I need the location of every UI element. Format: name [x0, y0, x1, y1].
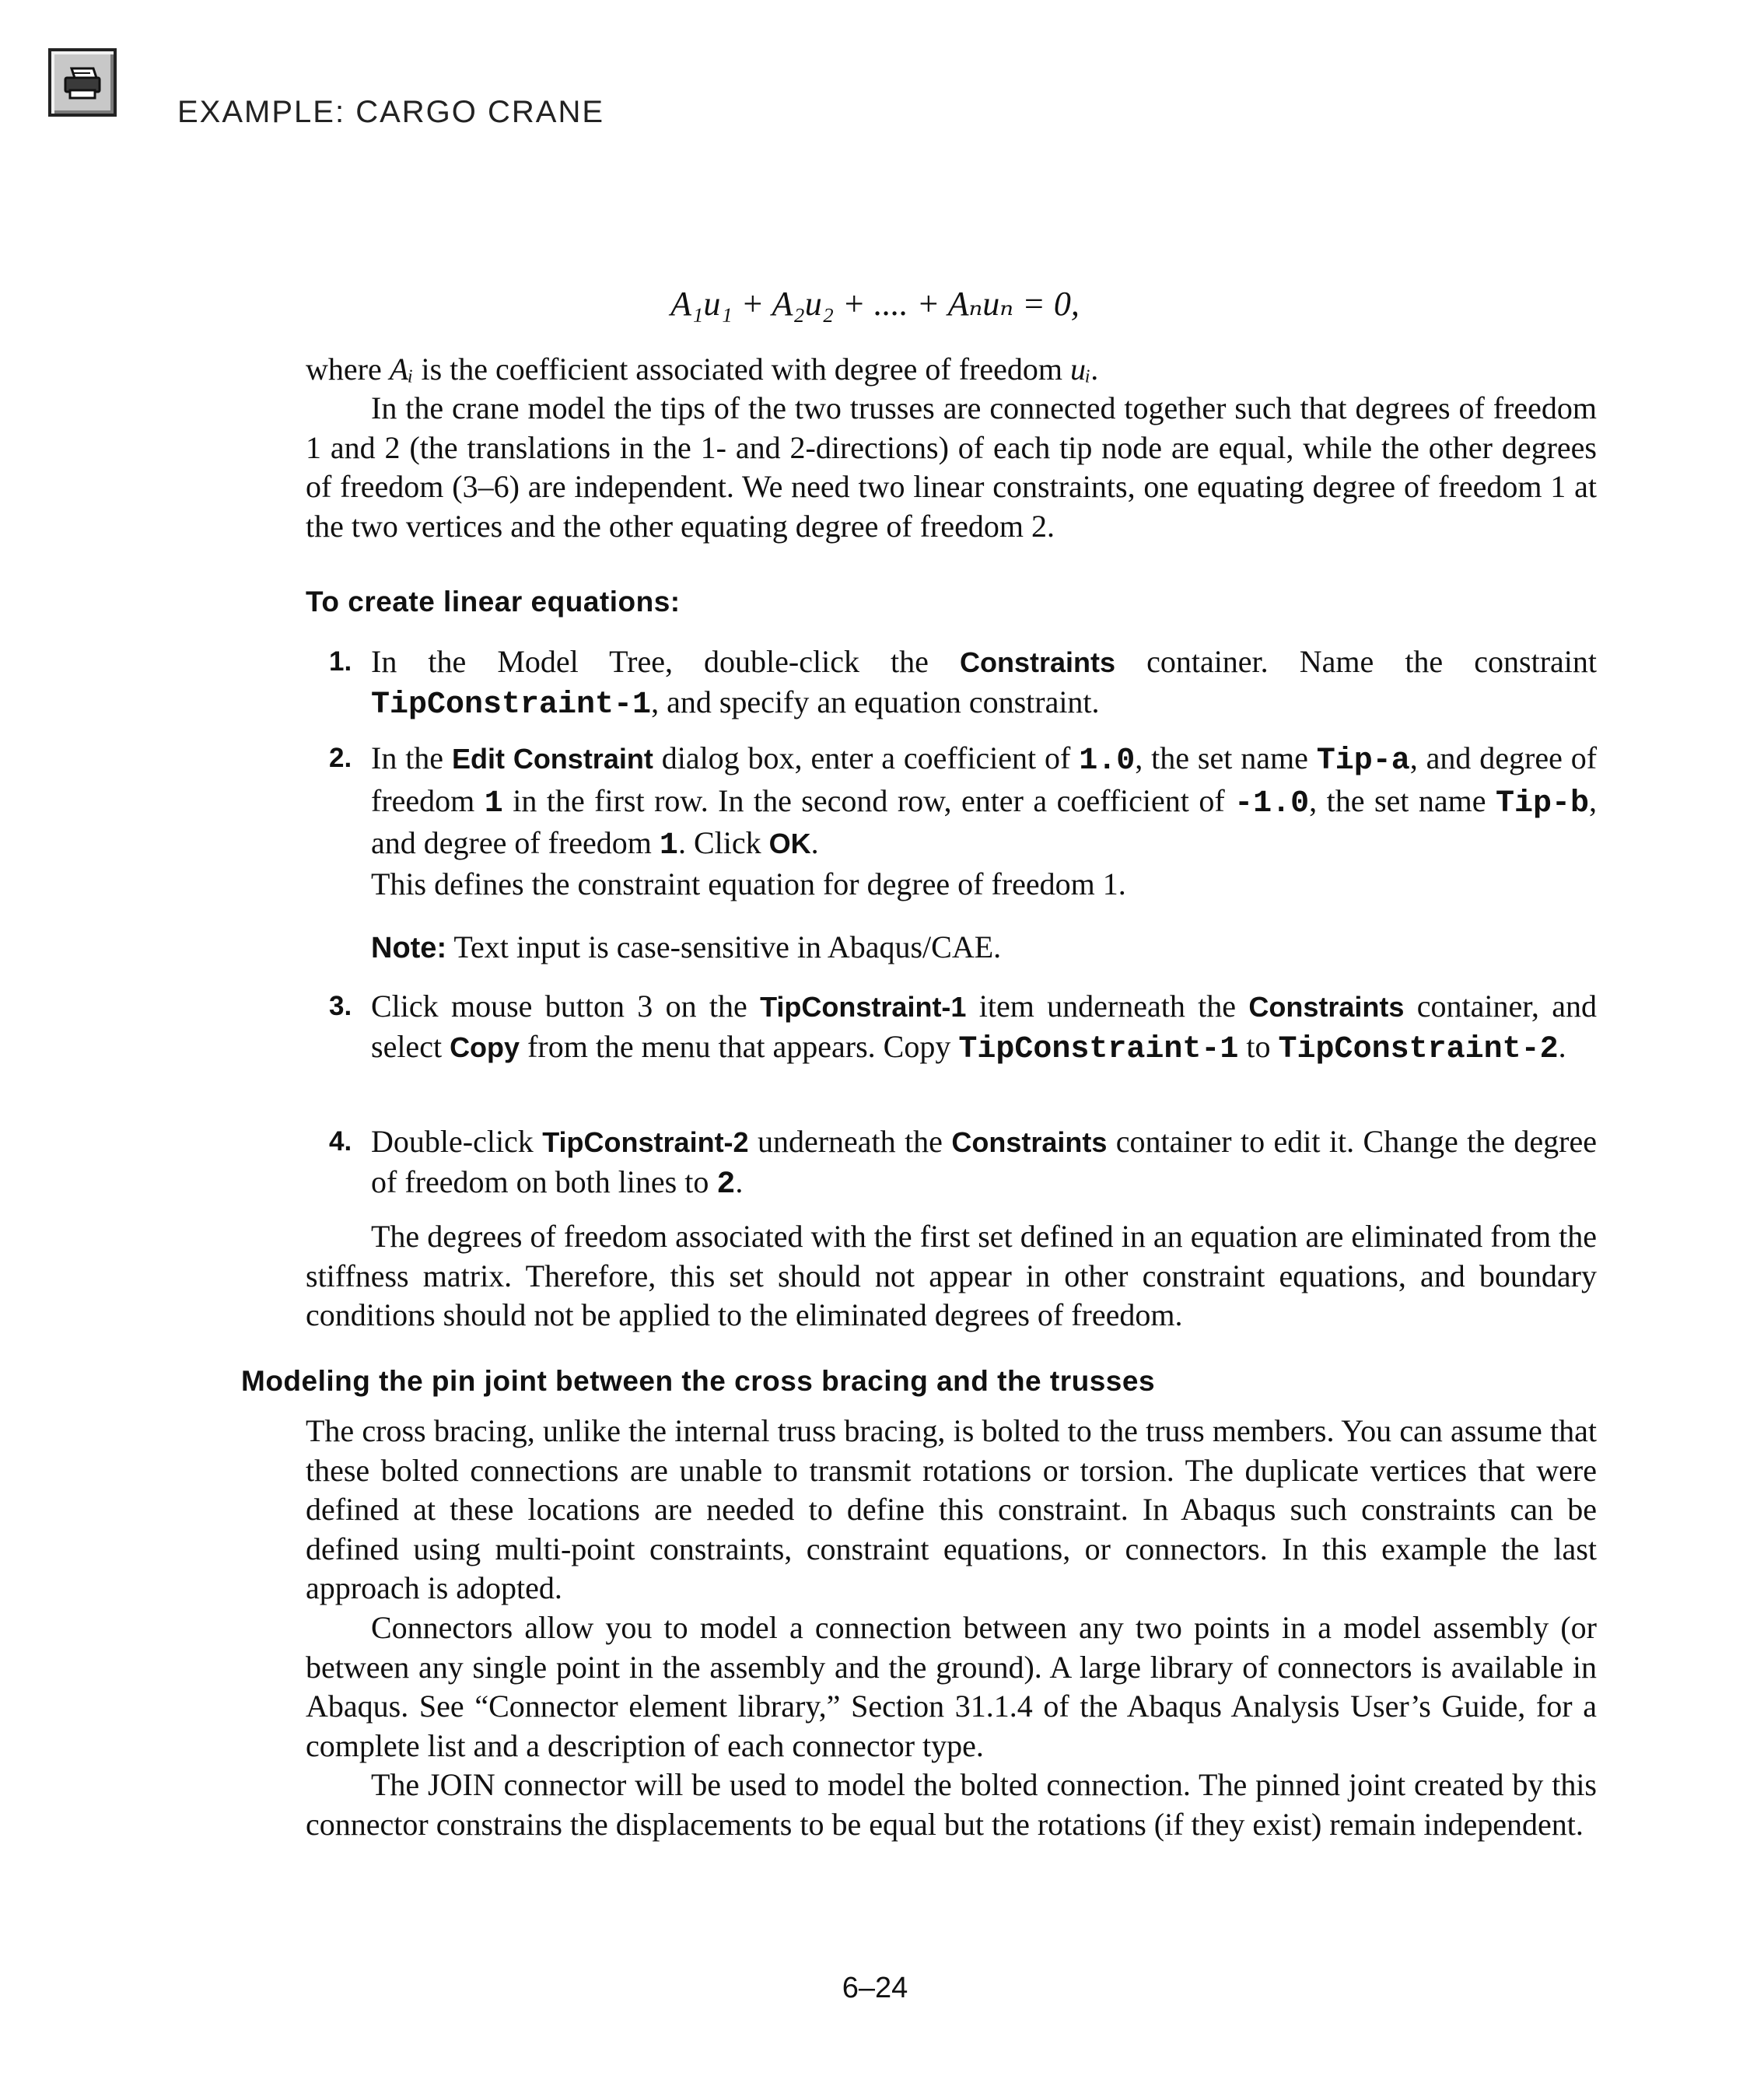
step-4: 4. Double-click TipConstraint-2 underneath the Constraints container to edit it. Change the degree of freedom on both lines to 2. — [329, 1124, 1598, 1202]
pin-joint-paragraph-2: Connectors allow you to model a connection between any two points in a model assembly (or between any single point in the assembly and the ground). A large library of connectors is available in Abaqus. See “Connector element library,” Section 31.1.4 of the Abaqus Analysis User’s Guide, for a complete list and a description of each connector type. — [306, 1610, 1597, 1763]
step-2-result: This defines the constraint equation for degree of freedom 1. — [371, 866, 1126, 901]
math-ui: uᵢ — [1069, 352, 1091, 387]
procedure-heading: To create linear equations: — [306, 586, 681, 618]
closing-paragraph: The degrees of freedom associated with the first set defined in an equation are eliminated from the stiffness matrix. Therefore, this set should not appear in other constraint equations, and boundary conditions should not be applied to the eliminated degrees of freedom. — [306, 1219, 1597, 1332]
note — [371, 928, 1597, 968]
pin-joint-paragraph-1: The cross bracing, unlike the internal truss bracing, is bolted to the truss members. You can assume that these bolted connections are unable to transmit rotations or torsion. The duplicate vertices that were defined at these locations are needed to define this constraint. In Abaqus such constraints can be defined using multi-point constraints, constraint equations, or connectors. In this example the last approach is adopted. — [306, 1413, 1597, 1605]
note-text: Text input is case-sensitive in Abaqus/CAE. — [446, 929, 1002, 964]
step-number: 2. — [329, 743, 352, 773]
intro-paragraph: In the crane model the tips of the two trusses are connected together such that degrees of freedom 1 and 2 (the translations in the 1- and 2-directions) of each tip node are equal, while the other degrees of freedom (3–6) are independent. We need two linear constraints, one equating degree of freedom 1 at the two vertices and the other equating degree of freedom 2. — [306, 390, 1597, 544]
note-label: Note: — [371, 932, 447, 964]
step-3: 3. Click mouse button 3 on the TipConstraint-1 item underneath the Constraints container, and select Copy from the menu that appears. Copy TipConstraint-1 to TipConstraint-2. — [329, 989, 1598, 1067]
page-number: 6–24 — [842, 1972, 908, 2004]
step-number: 3. — [329, 991, 352, 1021]
step-number: 1. — [329, 646, 352, 677]
equation: A₁u₁ + A₂u₂ + .... + Aₙuₙ = 0, — [670, 285, 1080, 323]
print-icon[interactable] — [48, 48, 117, 117]
pin-joint-paragraph-3: The JOIN connector will be used to model the bolted connection. The pinned joint created by this connector constrains the displacements to be equal but the rotations (if they exist) remain independent. — [306, 1767, 1597, 1842]
math-Ai: Aᵢ — [389, 352, 414, 387]
running-header: EXAMPLE: CARGO CRANE — [177, 95, 605, 129]
section-heading: Modeling the pin joint between the cross bracing and the trusses — [241, 1365, 1156, 1397]
step-number: 4. — [329, 1126, 352, 1157]
intro-where-line: where Aᵢ is the coefficient associated with degree of freedom uᵢ. — [306, 352, 1099, 387]
step-2: 2. In the Edit Constraint dialog box, enter a coefficient of 1.0, the set name Tip-a, and degree of freedom 1 in the first row. In the second row, enter a coefficient of -1.0, the set name Tip-b, and degree of freedom 1. Click OK. — [329, 740, 1598, 863]
step-1: 1. In the Model Tree, double-click the Constraints container. Name the constraint TipConstraint-1, and specify an equation constraint. — [329, 644, 1597, 723]
